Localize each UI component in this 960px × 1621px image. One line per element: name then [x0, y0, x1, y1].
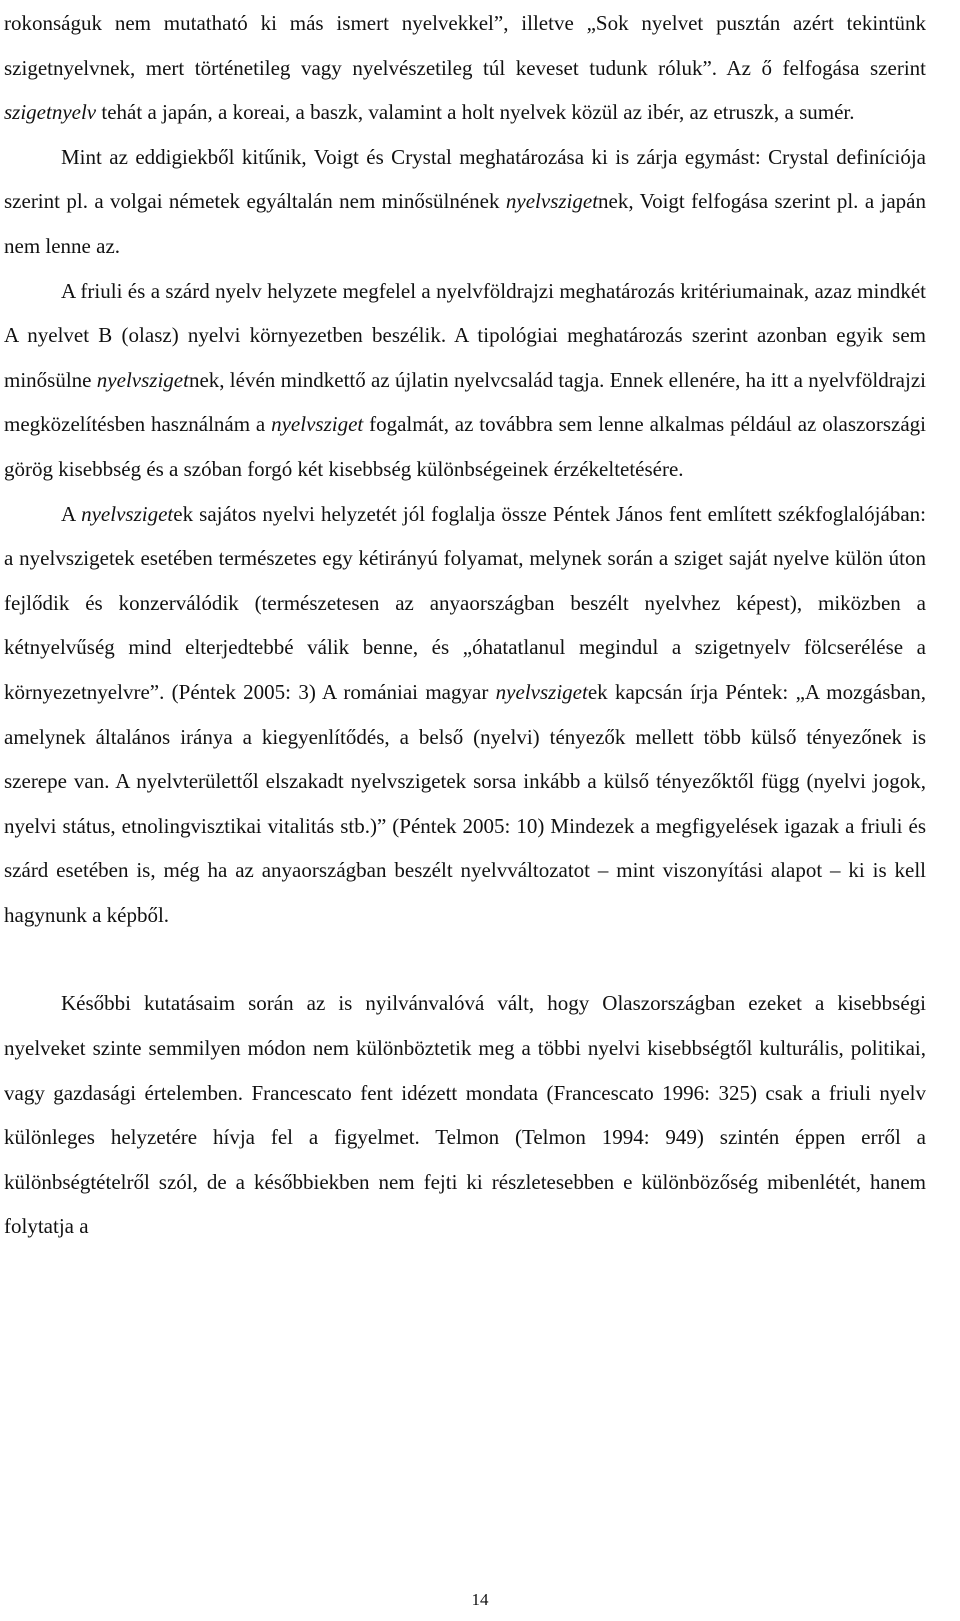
- paragraph-voigt-crystal: [4, 135, 926, 269]
- text-run: rokonságuk nem mutatható ki más ismert nyelvekkel”, illetve „Sok nyelvet pusztán azért tekintünk szigetnyelvnek, mert történetileg vagy nyelvészetileg túl keveset tudunk róluk”. Az ő felfogása szerint: [4, 11, 926, 80]
- text-run: nek, lévén mindkettő az újlatin nyelvcsalád tagja. Ennek ellenére, ha itt a nyelvföldrajzi megközelítésben használnám a: [4, 367, 926, 437]
- paragraph-gap: [4, 937, 926, 981]
- italic-term: nyelvsziget: [81, 501, 174, 526]
- text-run: Későbbi kutatásaim során az is nyilvánvalóvá vált, hogy Olaszországban ezeket a kisebbségi nyelveket szinte semmilyen módon nem különböztetik meg a többi nyelvi kisebbségtől kulturális, politikai, vagy gazdasági értelemben. Francescato fent idézett mondata (Francescato 1996: 325) csak a friuli nyelv különleges helyzetére hívja fel a figyelmet. Telmon (Telmon 1994: 949) szintén éppen erről a különbségtételről szól, de a későbbiekben nem fejti ki részletesebben e különbözőség mibenlétét, hanem folytatja a: [4, 991, 926, 1239]
- italic-term: szigetnyelv: [4, 100, 97, 125]
- paragraph-friuli-sardinian: [4, 269, 926, 492]
- text-run: ek sajátos nyelvi helyzetét jól foglalja össze Péntek János fent említett székfoglalójában: a nyelvszigetek esetében természetes egy kétirányú folyamat, melynek során a sziget saját nyelve külön úton fejlődik és konzerválódik (természetesen az anyaországban beszélt nyelvhez képest), miközben a kétnyelvűség mind elterjedtebbé válik benne, és „óhatatlanul megindul a szigetnyelv fölcserélése a környezetnyelvre”. (Péntek 2005: 3) A romániai magyar: [4, 501, 926, 704]
- paragraph-pentek: [4, 492, 926, 938]
- text-run: nek, Voigt felfogása szerint pl. a japán nem lenne az.: [4, 189, 927, 258]
- italic-term: nyelvsziget: [96, 367, 189, 392]
- italic-term: nyelvsziget: [505, 189, 599, 214]
- paragraph-continuation: [4, 1, 926, 135]
- text-run: fogalmát, az továbbra sem lenne alkalmas például az olaszországi görög kisebbség és a szóban forgó két kisebbség különbségeinek érzékeltetésére.: [4, 412, 926, 481]
- page-number: 14: [471, 1590, 489, 1609]
- italic-term: nyelvsziget: [271, 412, 364, 437]
- paragraph-later-research: [4, 981, 926, 1249]
- text-run: ek kapcsán írja Péntek: „A mozgásban, amelynek általános iránya a kiegyenlítődés, a belső (nyelvi) tényezők mellett több külső tényezőnek is szerepe van. A nyelvterülettől elszakadt nyelvszigetek sorsa inkább a külső tényezőktől függ (nyelvi jogok, nyelvi státus, etnolingvisztikai vitalitás stb.)” (Péntek 2005: 10) Mindezek a megfigyelések igazak a friuli és szárd esetében is, még ha az anyaországban beszélt nyelvváltozatot – mint viszonyítási alapot – ki is kell hagynunk a képből.: [4, 679, 926, 927]
- text-run: A friuli és a szárd nyelv helyzete megfelel a nyelvföldrajzi meghatározás kritériumainak, azaz mindkét A nyelvet B (olasz) nyelvi környezetben beszélik. A tipológiai meghatározás szerint azonban egyik sem minősülne: [4, 278, 926, 392]
- text-run: Mint az eddigiekből kitűnik, Voigt és Crystal meghatározása ki is zárja egymást: Crystal definíciója szerint pl. a volgai németek egyáltalán nem minősülnének: [4, 144, 926, 214]
- body-text: [4, 1, 926, 1249]
- text-run: tehát a japán, a koreai, a baszk, valamint a holt nyelvek közül az ibér, az etruszk, a sumér.: [96, 100, 855, 125]
- text-run: A: [61, 501, 82, 526]
- italic-term: nyelvsziget: [495, 679, 588, 704]
